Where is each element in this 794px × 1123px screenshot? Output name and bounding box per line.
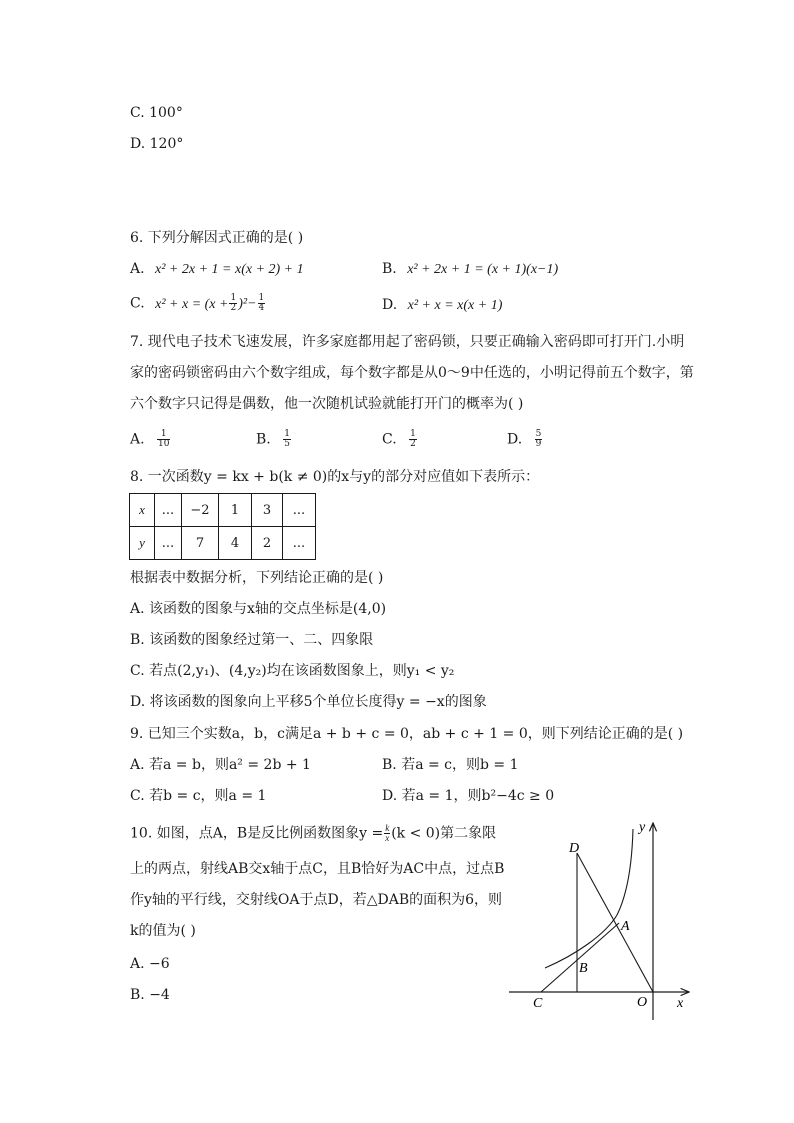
q6-option-c-frac2: $\frac{1}{4}$ xyxy=(258,293,265,313)
label-b: B xyxy=(579,961,588,976)
q10-stem-line2: 上的两点，射线AB交x轴于点C，且B恰好为AC中点，过点B xyxy=(130,861,505,877)
label-a: A xyxy=(621,919,630,934)
q10-stem-frac: $\frac{k}{x}$ xyxy=(385,823,390,843)
q10-figure xyxy=(505,815,695,1025)
q7-option-c-frac: $\frac{1}{2}$ xyxy=(410,429,416,449)
q6-option-c-mid: )²− xyxy=(238,296,257,312)
q7-stem-line2: 家的密码锁密码由六个数字组成，每个数字都是从0～9中任选的，小明记得前五个数字，第 xyxy=(130,365,694,381)
q8-value-table xyxy=(129,493,316,560)
q6-option-c-label: C. xyxy=(130,295,145,312)
q8-table-row-x xyxy=(130,494,316,527)
label-y: y xyxy=(639,820,646,835)
q7-option-b: B. $\frac{1}{5}$ xyxy=(256,429,290,449)
q8-cell: 2 xyxy=(252,527,283,560)
q8-cell: ... xyxy=(155,527,182,560)
q6-option-c-pre: x² + x = (x + xyxy=(155,296,229,312)
q10-stem-line1 xyxy=(130,824,496,843)
q8-cell: 4 xyxy=(219,527,252,560)
q7-option-b-frac: $\frac{1}{5}$ xyxy=(284,429,290,449)
label-o: O xyxy=(637,995,648,1010)
q7-stem-line1: 7. 现代电子技术飞速发展，许多家庭都用起了密码锁，只要正确输入密码即可打开门.小明 xyxy=(130,334,685,350)
q6-option-b xyxy=(382,260,558,279)
q6-option-a-label: A. xyxy=(130,261,145,277)
q5-option-d: D. 120° xyxy=(130,136,184,152)
q10-stem-line3: 作y轴的平行线，交射线OA于点D，若△DAB的面积为6，则 xyxy=(130,892,503,908)
q8-cell: −2 xyxy=(182,494,219,527)
q8-option-b: B. 该函数的图象经过第一、二、四象限 xyxy=(130,632,374,648)
q6-option-a-text: x² + 2x + 1 = x(x + 2) + 1 xyxy=(155,262,304,277)
q10-stem-post: (k < 0)第二象限 xyxy=(391,825,497,842)
q8-option-d: D. 将该函数的图象向上平移5个单位长度得y = −x的图象 xyxy=(130,694,487,710)
q7-option-a: A. $\frac{1}{10}$ xyxy=(130,429,170,449)
q6-option-d-text: x² + x = x(x + 1) xyxy=(407,298,503,313)
q9-stem: 9. 已知三个实数a，b，c满足a + b + c = 0，ab + c + 1 = 0，则下列结论正确的是( ) xyxy=(130,726,684,742)
q8-table-row-y xyxy=(130,527,316,560)
q7-stem-line3: 六个数字只记得是偶数，他一次随机试验就能打开门的概率为( ) xyxy=(130,396,524,412)
q8-option-a: A. 该函数的图象与x轴的交点坐标是(4,0) xyxy=(130,601,387,617)
q7-option-c: C. $\frac{1}{2}$ xyxy=(382,429,416,449)
hyperbola-curve xyxy=(545,829,633,968)
q6-stem: 6. 下列分解因式正确的是( ) xyxy=(130,230,304,246)
q8-prompt: 根据表中数据分析，下列结论正确的是( ) xyxy=(130,570,384,586)
q9-option-c: C. 若b = c，则a = 1 xyxy=(130,788,267,804)
q8-cell: ... xyxy=(283,527,316,560)
q9-option-b: B. 若a = c，则b = 1 xyxy=(382,757,519,773)
q8-stem: 8. 一次函数y = kx + b(k ≠ 0)的x与y的部分对应值如下表所示： xyxy=(130,469,540,485)
label-d: D xyxy=(569,841,580,856)
q8-cell: ... xyxy=(283,494,316,527)
q9-option-a: A. 若a = b，则a² = 2b + 1 xyxy=(130,757,311,773)
ray-ab xyxy=(541,923,619,992)
q9-option-d: D. 若a = 1，则b²−4c ≥ 0 xyxy=(382,788,555,804)
q10-option-b: B. −4 xyxy=(130,987,170,1003)
q6-option-a xyxy=(130,260,304,279)
ray-oa xyxy=(577,853,653,992)
q7-option-d-frac: $\frac{5}{9}$ xyxy=(535,429,542,449)
q8-cell: 1 xyxy=(219,494,252,527)
q6-option-c-frac1: $\frac{1}{2}$ xyxy=(230,293,237,313)
q8-cell: ... xyxy=(155,494,182,527)
q6-option-b-text: x² + 2x + 1 = (x + 1)(x−1) xyxy=(407,262,559,277)
q8-option-c: C. 若点(2,y₁)、(4,y₂)均在该函数图象上，则y₁ < y₂ xyxy=(130,663,455,679)
q8-cell: 3 xyxy=(252,494,283,527)
q10-option-a: A. −6 xyxy=(130,956,170,972)
q8-cell: 7 xyxy=(182,527,219,560)
q8-cell: x xyxy=(130,494,155,527)
q5-option-c: C. 100° xyxy=(130,105,183,121)
q7-option-d: D. $\frac{5}{9}$ xyxy=(507,429,542,449)
label-x: x xyxy=(677,996,684,1011)
q10-stem-pre: 10. 如图，点A，B是反比例函数图象y = xyxy=(130,825,384,842)
q6-option-c xyxy=(130,294,266,314)
q6-option-b-label: B. xyxy=(382,261,397,277)
q6-option-d xyxy=(382,296,502,315)
q7-option-a-frac: $\frac{1}{10}$ xyxy=(158,429,170,449)
label-c: C xyxy=(533,996,543,1011)
q8-cell: y xyxy=(130,527,155,560)
q10-stem-line4: k的值为( ) xyxy=(130,923,196,939)
q6-option-d-label: D. xyxy=(382,297,398,313)
